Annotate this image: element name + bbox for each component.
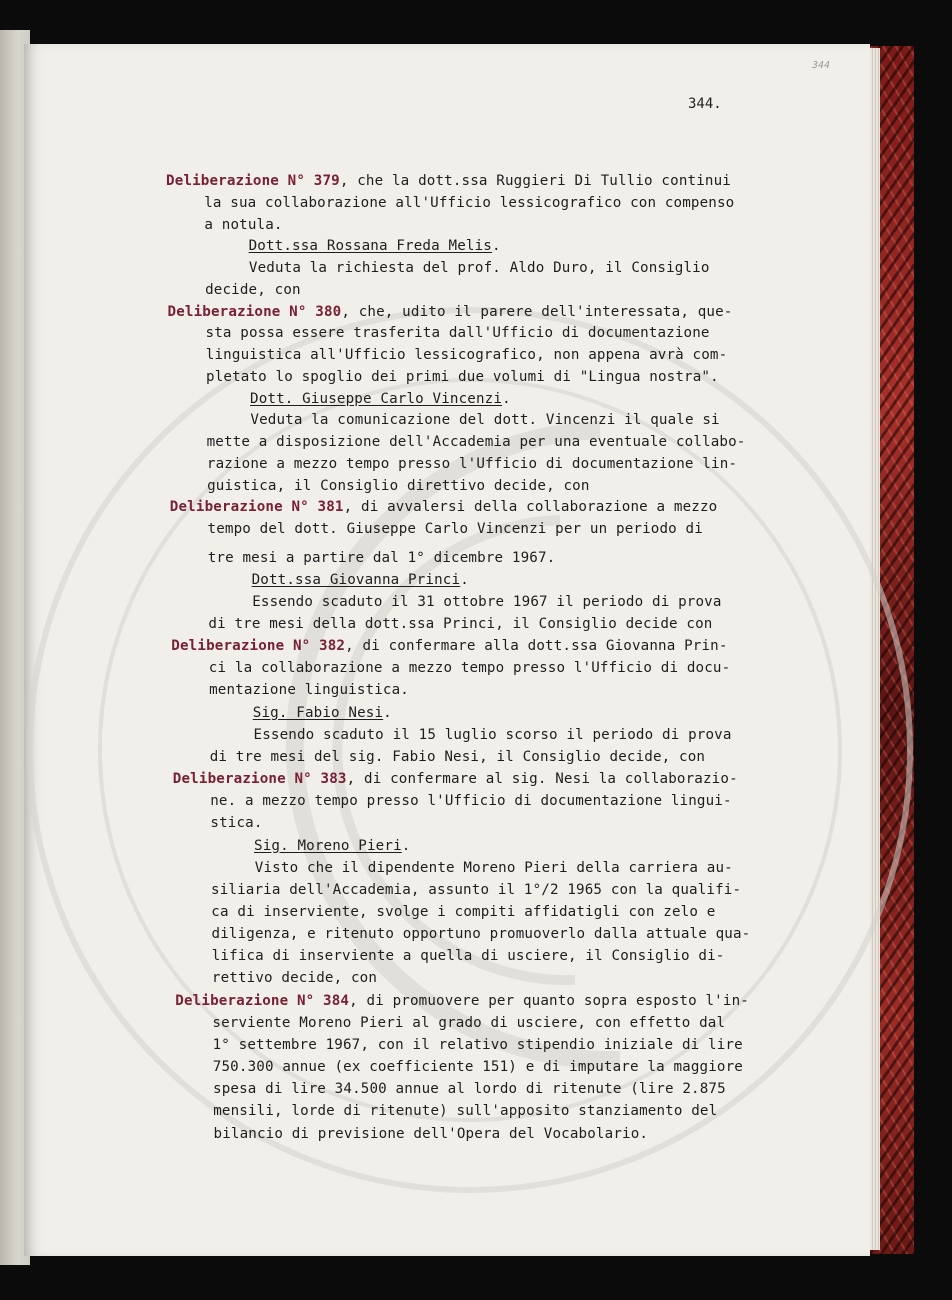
deliberation-number: Deliberazione N° 379	[166, 173, 340, 189]
deliberation-text: , di promuovere per quanto sopra esposto l'in-	[349, 992, 749, 1009]
pencil-page-note: 344	[812, 60, 831, 71]
deliberation-text: , che la dott.ssa Ruggieri Di Tullio continui	[339, 173, 731, 189]
deliberation-text: , che, udito il parere dell'interessata, que-	[341, 303, 733, 320]
deliberation-text: , di confermare al sig. Nesi la collaborazio-	[346, 771, 738, 788]
section-heading	[249, 237, 501, 255]
body-line: bilancio di previsione dell'Opera del Vocabolario.	[213, 1125, 649, 1142]
body-line: siliaria dell'Accademia, assunto il 1°/2 1965 con la qualifi-	[211, 881, 742, 898]
body-line: di tre mesi della dott.ssa Princi, il Consiglio decide con	[208, 616, 713, 632]
deliberation-line	[175, 992, 749, 1010]
body-line: Essendo scaduto il 31 ottobre 1967 il periodo di prova	[252, 593, 722, 610]
deliberation-text: , di avvalersi della collaborazione a mezzo	[343, 499, 718, 516]
body-line: serviente Moreno Pieri al grado di usciere, con effetto dal	[212, 1014, 726, 1031]
section-heading-period: .	[383, 704, 392, 721]
deliberation-number: Deliberazione N° 383	[172, 771, 347, 788]
section-heading-name: Sig. Moreno Pieri	[254, 837, 402, 854]
deliberation-line	[166, 172, 731, 190]
body-line: Visto che il dipendente Moreno Pieri della carriera au-	[254, 859, 733, 876]
deliberation-number: Deliberazione N° 381	[169, 499, 344, 516]
body-line: sta possa essere trasferita dall'Ufficio di documentazione	[205, 325, 710, 342]
deliberation-line	[173, 770, 738, 788]
section-heading	[250, 390, 511, 408]
body-line: spesa di lire 34.500 annue al lordo di ritenute (lire 2.875	[213, 1081, 726, 1098]
section-heading-name: Dott.ssa Giovanna Princi	[251, 571, 461, 588]
body-line: mensili, lorde di ritenute) sull'apposito stanziamento del	[213, 1103, 718, 1120]
page-number: 344.	[688, 96, 722, 112]
body-line: mentazione linguistica.	[209, 682, 410, 699]
body-line: linguistica all'Ufficio lessicografico, non appena avrà com-	[205, 347, 728, 363]
body-line: Veduta la comunicazione del dott. Vincenzi il quale si	[250, 412, 720, 429]
section-heading-period: .	[491, 238, 501, 255]
deliberation-line	[170, 498, 718, 516]
body-line: decide, con	[205, 281, 301, 298]
body-line: pletato lo spoglio dei primi due volumi di "Lingua nostra".	[206, 368, 719, 385]
section-heading-name: Dott. Giuseppe Carlo Vincenzi	[250, 390, 503, 407]
body-line: mette a disposizione dell'Accademia per una eventuale collabo-	[206, 434, 746, 450]
deliberation-line	[171, 637, 727, 655]
section-heading-name: Sig. Fabio Nesi	[252, 704, 384, 721]
body-line: la sua collaborazione all'Ufficio lessicografico con compenso	[204, 194, 735, 211]
section-heading-name: Dott.ssa Rossana Freda Melis	[248, 238, 492, 255]
body-line: a notula.	[204, 216, 283, 233]
body-line: Essendo scaduto il 15 luglio scorso il periodo di prova	[253, 726, 732, 743]
section-heading-period: .	[460, 571, 469, 588]
body-line: 750.300 annue (ex coefficiente 151) e di imputare la maggiore	[212, 1059, 743, 1075]
deliberation-text: , di confermare alla dott.ssa Giovanna Prin-	[345, 638, 728, 655]
section-heading-period: .	[401, 837, 411, 854]
body-line: guistica, il Consiglio direttivo decide, con	[207, 477, 590, 494]
body-line: ca di inserviente, svolge i compiti affidatigli con zelo e	[211, 904, 716, 920]
body-line: diligenza, e ritenuto opportuno promuoverlo dalla attuale qua-	[211, 926, 751, 943]
deliberation-number: Deliberazione N° 382	[171, 638, 346, 655]
body-line: ne. a mezzo tempo presso l'Ufficio di documentazione lingui-	[210, 793, 732, 810]
section-heading	[252, 571, 469, 589]
body-line: tempo del dott. Giuseppe Carlo Vincenzi per un periodo di	[207, 521, 703, 537]
section-heading	[254, 837, 410, 855]
body-line: rettivo decide, con	[211, 970, 378, 987]
body-line: razione a mezzo tempo presso l'Ufficio di documentazione lin-	[206, 455, 738, 472]
section-heading-period: .	[502, 390, 511, 407]
body-line: Veduta la richiesta del prof. Aldo Duro, il Consiglio	[248, 260, 710, 276]
deliberation-number: Deliberazione N° 380	[167, 303, 342, 320]
deliberation-number: Deliberazione N° 384	[175, 992, 350, 1009]
body-line: tre mesi a partire dal 1° dicembre 1967.	[207, 549, 556, 566]
body-line: lifica di inserviente a quella di usciere, il Consiglio di-	[211, 948, 725, 965]
section-heading	[253, 704, 392, 722]
body-line: 1° settembre 1967, con il relativo stipendio iniziale di lire	[212, 1036, 743, 1053]
body-line: ci la collaborazione a mezzo tempo presso l'Ufficio di docu-	[208, 660, 731, 677]
deliberation-line	[168, 303, 733, 321]
body-line: stica.	[210, 815, 263, 832]
body-line: di tre mesi del sig. Fabio Nesi, il Consiglio decide, con	[209, 748, 706, 765]
